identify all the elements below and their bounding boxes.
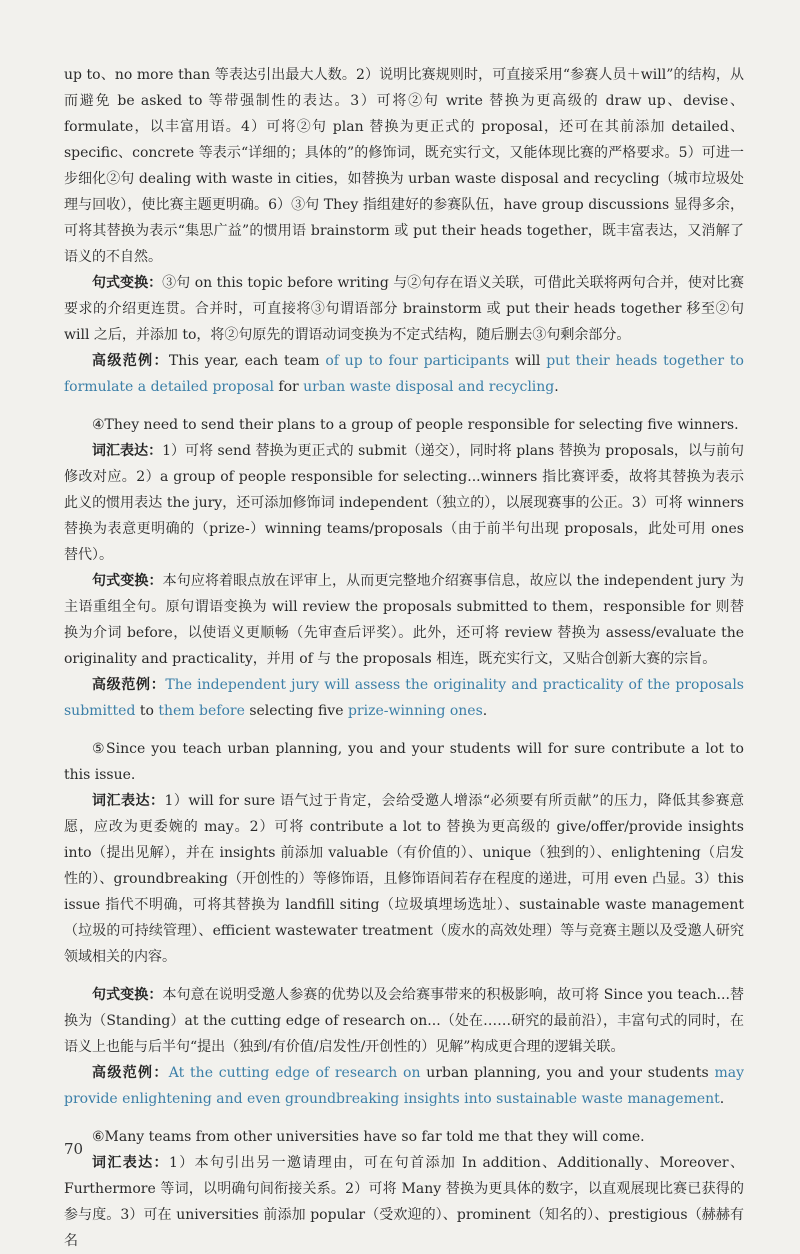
vocabulary-4: [64, 438, 744, 568]
original-sentence-4: ④They need to send their plans to a group of people responsible for selecting five winners.: [92, 417, 739, 433]
example-4: [64, 672, 744, 724]
label-vocabulary: 词汇表达：: [92, 793, 165, 809]
label-example: 高级范例：: [92, 677, 166, 693]
vocabulary-6: [64, 1150, 744, 1254]
page-number: 70: [64, 1140, 84, 1158]
vocabulary-text: 1）will for sure 语气过于肯定，会给受邀人增添“必须要有所贡献”的压力，降低其参赛意愿，应改为更委婉的 may。2）可将 contribute a lot to 替换为更高级的 give/offer/provide insights into（提出见解），并在 insights 前添加 valuable（有价值的）、unique（独到的）、enlightening（启发性的）、groundbreaking（开创性的）等修饰语，且修饰语间若存在程度的递进，可用 even 凸显。3）this issue 指代不明确，可将其替换为 landfill siting（垃圾填埋场选址）、sustainable waste management（垃圾的可持续管理）、efficient wastewater treatment（废水的高效处理）等与竞赛主题以及受邀人研究领域相关的内容。: [64, 793, 745, 965]
label-sentence-transform: 句式变换：: [92, 573, 163, 589]
label-sentence-transform: 句式变换：: [92, 275, 163, 291]
paragraph-continued: up to、no more than 等表达引出最大人数。2）说明比赛规则时，可直接采用“参赛人员＋will”的结构，从而避免 be asked to 等带强制性的表达。3）可将②句 write 替换为更高级的 draw up、devise、formulate，以丰富用语。4）可将②句 plan 替换为更正式的 proposal，还可在其前添加 detailed、specific、concrete 等表示“详细的；具体的”的修饰词，既充实行文，又能体现比赛的严格要求。5）可进一步细化②句 dealing with waste in cities，如替换为 urban waste disposal and recycling（城市垃圾处理与回收），使比赛主题更明确。6）③句 They 指组建好的参赛队伍，have group discussions 显得多余，可将其替换为表示“集思广益”的惯用语 brainstorm 或 put their heads together，既丰富表达，又消解了语义的不自然。: [64, 67, 744, 265]
example-highlight: The independent jury will assess the originality and practicality of the proposals submitted: [64, 677, 744, 719]
example-plain: urban planning, you and your students: [420, 1065, 715, 1081]
example-highlight: of up to four participants: [325, 353, 510, 369]
example-3: [64, 348, 744, 400]
example-5: [64, 1060, 744, 1112]
example-highlight: prize-winning ones: [347, 703, 483, 719]
sentence-transform-text: 本句意在说明受邀人参赛的优势以及会给赛事带来的积极影响，故可将 Since you teach...替换为（Standing）at the cutting edge of research on...（处在……研究的最前沿），丰富句式的同时，在语义上也能与后半句“提出（独到/有价值/启发性/开创性的）见解”构成更合理的逻辑关联。: [64, 987, 744, 1055]
example-plain: This year, each team: [168, 353, 326, 369]
example-plain: .: [482, 703, 488, 719]
vocabulary-text: 1）可将 send 替换为更正式的 submit（递交），同时将 plans 替换为 proposals，以与前句修改对应。2）a group of people responsible for selecting...winners 指比赛评委，故将其替换为表示此义的惯用表达 the jury，还可添加修饰词 independent（独立的），以展现赛事的公正。3）可将 winners 替换为表意更明确的（prize-）winning teams/proposals（由于前半句出现 proposals，此处可用 ones 替代）。: [64, 443, 745, 563]
example-plain: to: [135, 703, 159, 719]
example-plain: .: [719, 1091, 725, 1107]
sentence-transform-text: 本句应将着眼点放在评审上，从而更完整地介绍赛事信息，故应以 the independent jury 为主语重组全句。原句谓语变换为 will review the proposals submitted to them，responsible for 则替换为介词 before，以使语义更顺畅（先审查后评奖）。此外，还可将 review 替换为 assess/evaluate the originality and practicality，并用 of 与 the proposals 相连，既充实行文，又贴合创新大赛的宗旨。: [64, 573, 745, 667]
vocabulary-text: 1）本句引出另一邀请理由，可在句首添加 In addition、Additionally、Moreover、Furthermore 等词，以明确句间衔接关系。2）可将 Many 替换为更具体的数字，以直观展现比赛已获得的参与度。3）可在 universities 前添加 popular（受欢迎的）、prominent（知名的）、prestigious（赫赫有名: [64, 1155, 745, 1249]
label-vocabulary: 词汇表达：: [92, 1155, 169, 1171]
example-plain: for: [273, 379, 304, 395]
example-plain: selecting five: [244, 703, 348, 719]
example-plain: will: [509, 353, 547, 369]
example-plain: .: [554, 379, 559, 395]
label-example: 高级范例：: [92, 353, 169, 369]
sentence-transform-3: [64, 270, 744, 348]
label-sentence-transform: 句式变换：: [92, 987, 163, 1003]
sentence-transform-4: [64, 568, 744, 672]
example-highlight: may provide enlightening and even groundbreaking insights into sustainable waste management: [64, 1065, 745, 1107]
label-vocabulary: 词汇表达：: [92, 443, 163, 459]
sentence-transform-text: ③句 on this topic before writing 与②句存在语义关联，可借此关联将两句合并，使对比赛要求的介绍更连贯。合并时，可直接将③句谓语部分 brainstorm 或 put their heads together 移至②句 will 之后，并添加 to，将②句原先的谓语动词变换为不定式结构，随后删去③句剩余部分。: [64, 275, 744, 343]
label-example: 高级范例：: [92, 1065, 169, 1081]
original-sentence-5: ⑤Since you teach urban planning, you and your students will for sure contribute a lot to this issue.: [64, 741, 744, 783]
original-sentence-6: ⑥Many teams from other universities have so far told me that they will come.: [92, 1129, 645, 1145]
example-highlight: put their heads together to formulate a detailed proposal: [64, 353, 744, 395]
vocabulary-5: [64, 788, 744, 970]
sentence-transform-5: [64, 982, 744, 1060]
example-highlight: urban waste disposal and recycling: [303, 379, 555, 395]
example-highlight: At the cutting edge of research on: [168, 1065, 421, 1081]
example-highlight: them before: [158, 703, 245, 719]
